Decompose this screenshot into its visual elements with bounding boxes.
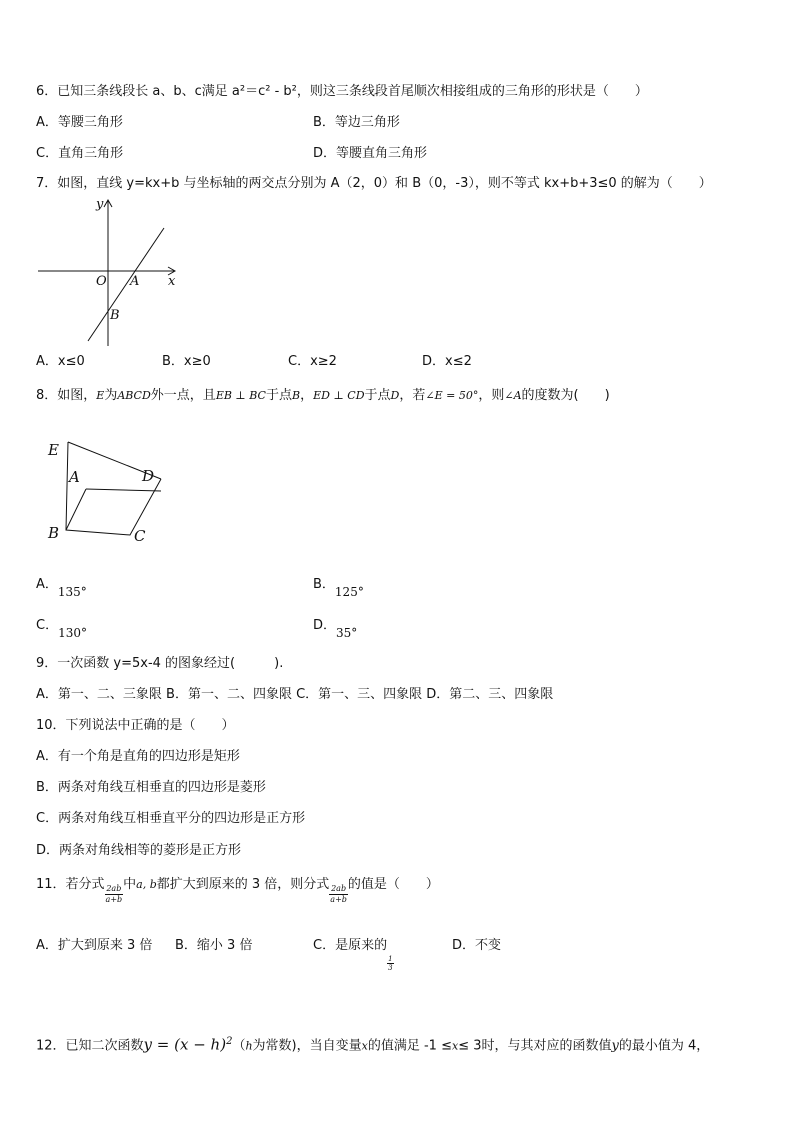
q8-text-1: 8．如图， <box>36 388 97 403</box>
q12-text-1: 12．已知二次函数 <box>36 1038 144 1054</box>
q11-text-2: 中 <box>123 877 137 892</box>
q11-text-4: 的值是（ ） <box>347 877 439 892</box>
q11-fraction-1-denominator: a+b <box>105 895 123 904</box>
q12-text-5: ≤ 3时，与其对应的函数值 <box>458 1038 612 1054</box>
q7-option-b: B．x≥0 <box>162 354 211 369</box>
q8-option-a-label: A． <box>36 577 58 592</box>
q9-options: A．第一、二、三象限 B．第一、二、四象限 C．第一、三、四象限 D．第二、三、四象限 <box>36 687 554 702</box>
q10-stem: 10．下列说法中正确的是（ ） <box>36 718 235 733</box>
q6-option-d: D．等腰直角三角形 <box>313 146 428 161</box>
q8-expr-angle-a: ∠A <box>504 389 522 402</box>
q8-text-3: 外一点，且 <box>150 388 216 403</box>
q8-option-d-value: 35° <box>336 626 358 640</box>
q7-stem: 7．如图，直线 y=kx+b 与坐标轴的两交点分别为 A（2，0）和 B（0，-3），则不等式 kx+b+3≤0 的解为（ ） <box>36 176 712 191</box>
q8-option-b-label: B． <box>313 577 335 592</box>
q11-stem <box>36 874 439 904</box>
q8-option-a-value: 135° <box>57 585 87 599</box>
q11-vars-ab: a, b <box>136 878 157 891</box>
vertex-a-label: A <box>69 468 80 486</box>
q12-var-y: y <box>611 1038 619 1054</box>
q7-option-c: C．x≥2 <box>288 354 337 369</box>
q10-option-d: D．两条对角线相等的菱形是正方形 <box>36 843 242 858</box>
q8-text-6: 于点 <box>364 388 391 403</box>
q8-option-c-label: C． <box>36 618 59 633</box>
q11-option-a: A．扩大到原来 3 倍 <box>36 938 153 953</box>
q11-fraction-2-numerator: 2ab <box>331 884 347 893</box>
vertex-b-label: B <box>48 524 60 542</box>
q12-var-h: h <box>245 1039 253 1053</box>
q8-option-b <box>313 575 364 599</box>
q12-function: y = (x − h) <box>143 1035 227 1054</box>
q12-text-3: 为常数)，当自变量 <box>252 1038 362 1054</box>
q6-option-a: A．等腰三角形 <box>36 115 123 130</box>
q8-expr-eb-perp-bc: EB ⊥ BC <box>215 389 266 402</box>
q12-text-6: 的最小值为 4， <box>618 1038 710 1054</box>
q8-option-d-label: D． <box>313 618 337 633</box>
q7-option-a: A．x≤0 <box>36 354 85 369</box>
q8-option-c <box>36 616 87 640</box>
q8-var-abcd: ABCD <box>117 389 151 402</box>
q12-var-x-2: x <box>451 1039 459 1053</box>
line-a-d <box>86 489 161 491</box>
vertex-e-label: E <box>48 441 59 459</box>
q8-var-d: D <box>390 389 400 402</box>
q7-figure <box>36 196 186 346</box>
vertex-d-label: D <box>142 467 155 485</box>
q11-option-c-denominator: 3 <box>388 964 393 972</box>
q11-text-3: 都扩大到原来的 3 倍，则分式 <box>156 877 330 892</box>
q8-text-9: 的度数为( ) <box>521 388 610 403</box>
q8-var-e: E <box>96 389 105 402</box>
q8-expr-angle-e: ∠E = 50° <box>425 389 479 402</box>
q12-text-2: （ <box>232 1038 246 1054</box>
q8-text-8: ，则 <box>478 388 505 403</box>
q8-expr-ed-perp-cd: ED ⊥ CD <box>313 389 365 402</box>
q11-fraction-1 <box>105 884 124 905</box>
vertex-c-label: C <box>134 527 146 545</box>
q11-fraction-2-denominator: a+b <box>330 895 347 904</box>
q8-option-c-value: 130° <box>58 626 87 640</box>
point-b-label: B <box>110 308 120 323</box>
q11-fraction-2 <box>329 884 348 905</box>
line-a-b <box>66 489 86 530</box>
q11-option-d: D．不变 <box>452 938 502 953</box>
q8-option-b-value: 125° <box>334 585 364 599</box>
q8-stem <box>36 387 610 405</box>
q8-text-2: 为 <box>104 388 118 403</box>
line-e-b-c-d <box>66 442 161 535</box>
q11-fraction-1-numerator: 2ab <box>106 884 122 893</box>
q6-option-b: B．等边三角形 <box>313 115 400 130</box>
q11-option-c-numerator: 1 <box>388 955 393 963</box>
q7-option-d: D．x≤2 <box>422 354 472 369</box>
y-axis-label: y <box>96 197 104 212</box>
q8-text-5: ， <box>300 388 314 403</box>
q12-text-4: 的值满足 -1 ≤ <box>367 1038 452 1054</box>
q11-option-c <box>313 937 394 972</box>
q9-stem: 9．一次函数 y=5x-4 的图象经过( ). <box>36 656 284 671</box>
q11-option-b: B．缩小 3 倍 <box>175 938 253 953</box>
q11-option-c-fraction <box>387 955 393 972</box>
q8-text-7: ，若 <box>399 388 426 403</box>
q8-option-a <box>36 575 87 599</box>
q10-option-a: A．有一个角是直角的四边形是矩形 <box>36 749 240 764</box>
q11-text-1: 11．若分式 <box>36 877 105 892</box>
q8-var-b: B <box>291 389 301 402</box>
q8-figure <box>44 434 174 549</box>
q10-option-b: B．两条对角线互相垂直的四边形是菱形 <box>36 780 266 795</box>
x-axis-label: x <box>168 274 176 289</box>
q6-option-c: C．直角三角形 <box>36 146 124 161</box>
q12-var-x: x <box>361 1039 368 1053</box>
q11-option-c-text: C．是原来的 <box>313 938 388 953</box>
q6-stem: 6．已知三条线段长 a、b、c满足 a²＝c² - b²，则这三条线段首尾顺次相接组成的三角形的形状是（ ） <box>36 84 648 99</box>
q12-exponent: 2 <box>226 1036 233 1047</box>
point-a-label: A <box>130 274 140 289</box>
q8-text-4: 于点 <box>265 388 292 403</box>
q8-option-d <box>313 616 358 640</box>
q10-option-c: C．两条对角线互相垂直平分的四边形是正方形 <box>36 811 306 826</box>
origin-label: O <box>96 274 107 289</box>
q12-stem <box>36 1030 709 1058</box>
